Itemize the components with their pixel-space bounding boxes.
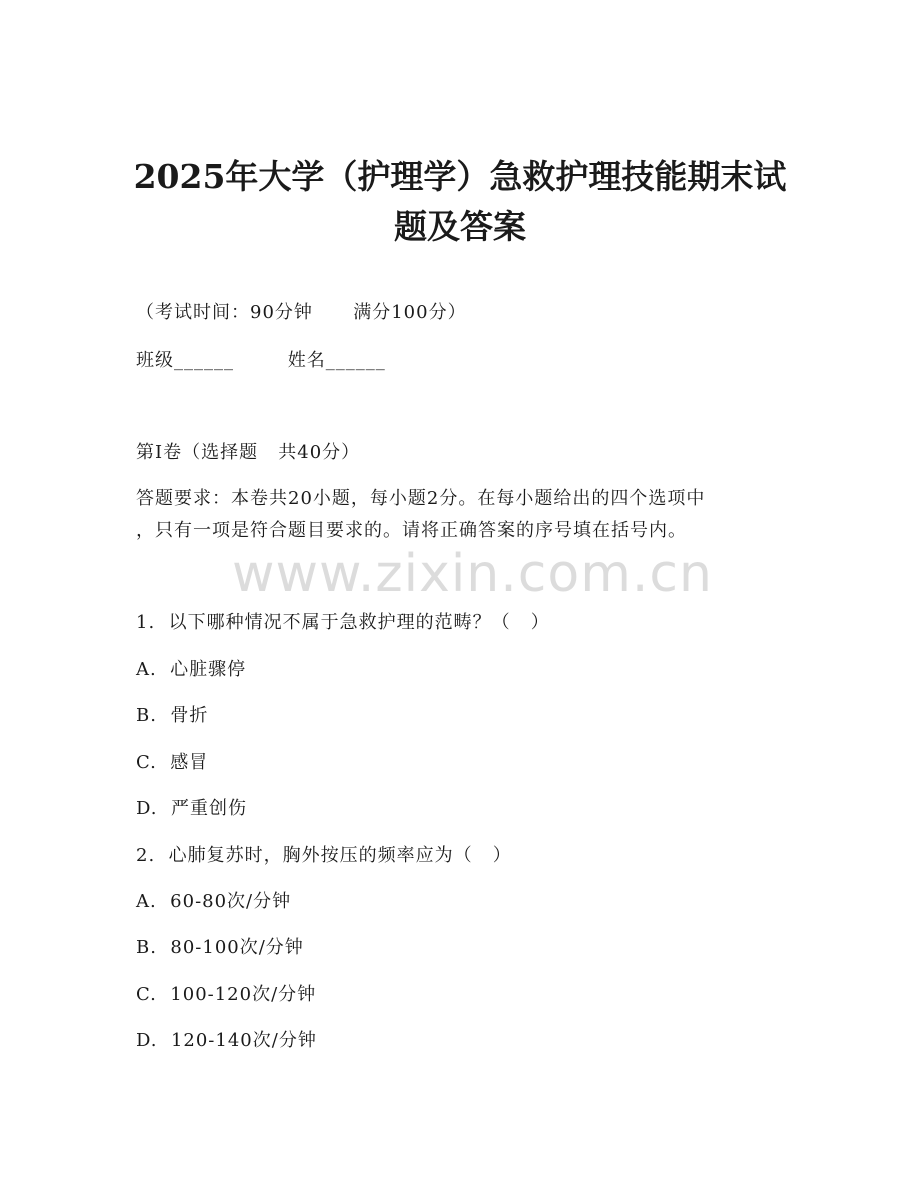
exam-info: （考试时间：90分钟 满分100分） <box>136 302 467 323</box>
instructions-line-2: ，只有一项是符合题目要求的。请将正确答案的序号填在括号内。 <box>136 520 687 541</box>
question-option: D. 严重创伤 <box>136 798 247 819</box>
section-heading: 第I卷（选择题 共40分） <box>136 442 361 463</box>
watermark: www.zixin.com.cn <box>232 544 713 604</box>
question-option: A. 60-80次/分钟 <box>136 891 292 912</box>
question-option: D. 120-140次/分钟 <box>136 1030 317 1051</box>
question-option: C. 100-120次/分钟 <box>136 984 317 1005</box>
document-title-line-1: 2025年大学（护理学）急救护理技能期末试 <box>133 157 787 196</box>
question-option: B. 80-100次/分钟 <box>136 937 304 958</box>
document-title-line-2: 题及答案 <box>394 207 526 246</box>
class-name-line: 班级______ 姓名______ <box>136 350 386 371</box>
instructions-line-1: 答题要求：本卷共20小题，每小题2分。在每小题给出的四个选项中 <box>136 488 706 509</box>
question-option: C. 感冒 <box>136 752 209 773</box>
question-stem: 1. 以下哪种情况不属于急救护理的范畴？（ ） <box>136 612 550 633</box>
question-stem: 2. 心肺复苏时，胸外按压的频率应为（ ） <box>136 845 512 866</box>
question-option: A. 心脏骤停 <box>136 659 247 680</box>
question-option: B. 骨折 <box>136 705 209 726</box>
